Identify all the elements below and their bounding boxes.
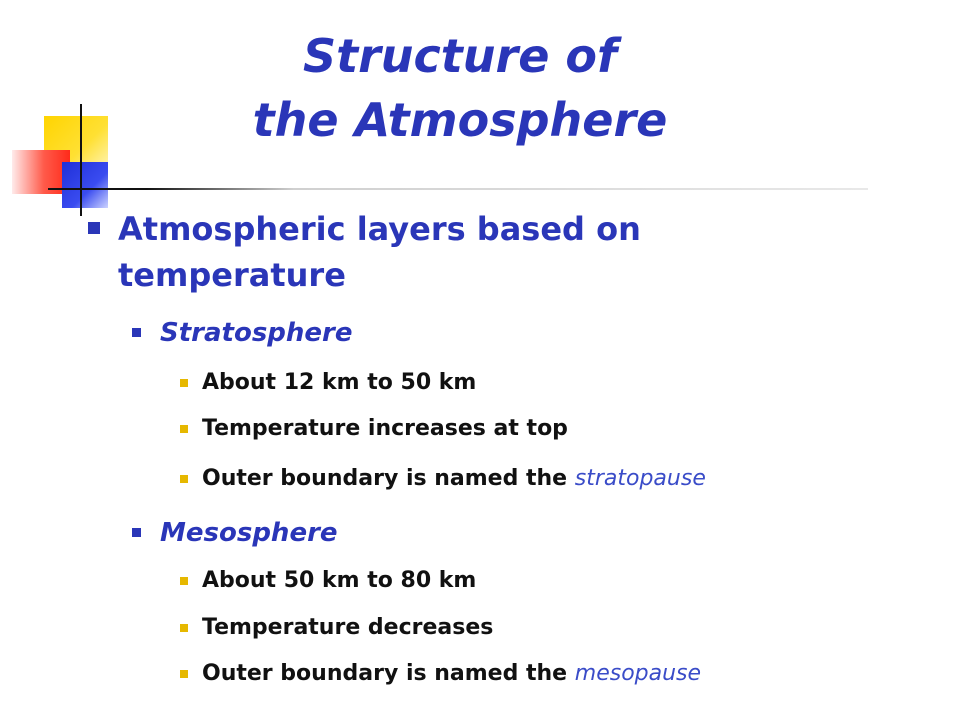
list-item: About 50 km to 80 km (202, 568, 477, 593)
emphasis-stratopause: stratopause (574, 466, 706, 491)
list-item: Temperature increases at top (202, 416, 568, 441)
list-item-text: Outer boundary is named the (202, 466, 575, 491)
vertical-rule (80, 104, 82, 216)
bullet-square-icon (132, 528, 141, 537)
bullet-square-icon (180, 670, 188, 678)
title-line-2: the Atmosphere (252, 93, 668, 147)
bullet-square-icon (180, 475, 188, 483)
list-item: About 12 km to 50 km (202, 370, 477, 395)
bullet-square-icon (180, 624, 188, 632)
slide-title (140, 24, 780, 152)
title-line-1: Structure of (302, 29, 618, 83)
section-heading-mesosphere: Mesosphere (160, 518, 338, 548)
list-item: Temperature decreases (202, 615, 494, 640)
list-item-text: Outer boundary is named the (202, 661, 575, 686)
bullet-square-icon (180, 425, 188, 433)
bullet-square-icon (132, 328, 141, 337)
list-item (202, 659, 701, 689)
horizontal-rule (48, 188, 868, 190)
main-bullet-text: Atmospheric layers based on temperature (118, 210, 641, 294)
bullet-square-icon (88, 222, 100, 234)
section-heading-stratosphere: Stratosphere (160, 318, 353, 348)
bullet-square-icon (180, 577, 188, 585)
list-item (202, 464, 706, 494)
blue-square-decoration (62, 162, 108, 208)
emphasis-mesopause: mesopause (574, 661, 702, 686)
bullet-square-icon (180, 379, 188, 387)
